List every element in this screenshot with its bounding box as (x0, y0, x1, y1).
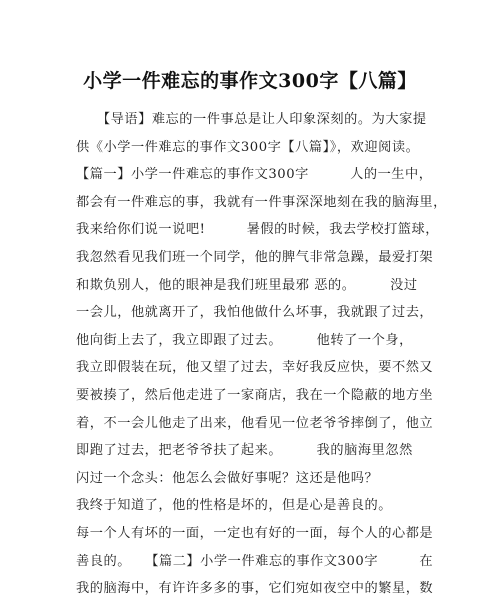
body-line: 供《小学一件难忘的事作文300字【八篇】》，欢迎阅读。 (76, 139, 420, 155)
body-line: 善良的。 【篇二】小学一件难忘的事作文300字 在 (76, 553, 434, 569)
body-line: 我的脑海中，有许许多多的事，它们宛如夜空中的繁星，数 (76, 581, 434, 597)
body-line: 一会儿，他就离开了，我怕他做什么坏事，我就跟了过去， (76, 305, 434, 321)
body-line: 闪过一个念头：他怎么会做好事呢？这还是他吗？ (76, 470, 379, 486)
body-line: 【导语】难忘的一件事总是让人印象深刻的。为大家提 (76, 112, 427, 127)
body-line: 他向街上去了，我立即跟了过去。 他转了一个身， (76, 332, 413, 348)
body-line: 要被揍了，然后他走进了一家商店，我在一个隐蔽的地方坐 (76, 387, 434, 403)
article-body (76, 106, 447, 603)
body-line: 我终于知道了，他的性格是坏的，但是心是善良的。 (76, 498, 392, 514)
body-line: 都会有一件难忘的事，我就有一件事深深地刻在我的脑海里， (76, 194, 447, 210)
body-line: 我立即假装在玩，他又望了过去，幸好我反应快，要不然又 (76, 360, 434, 376)
body-line: 着，不一会儿他走了出来，他看见一位老爷爷摔倒了，他立 (76, 415, 434, 431)
body-line: 【篇一】小学一件难忘的事作文300字 人的一生中， (76, 167, 433, 183)
body-line: 即跑了过去，把老爷爷扶了起来。 我的脑海里忽然 (76, 443, 413, 459)
document-title: 小学一件难忘的事作文300字【八篇】 (83, 70, 417, 92)
body-line: 和欺负别人，他的眼神是我们班里最邪 恶的。 没过 (76, 277, 418, 293)
body-line: 我来给你们说一说吧! 暑假的时候，我去学校打篮球， (76, 222, 440, 238)
body-line: 我忽然看见我们班一个同学，他的脾气非常急躁，最爱打架 (76, 249, 434, 265)
body-line: 每一个人有坏的一面，一定也有好的一面，每个人的心都是 (76, 525, 434, 541)
